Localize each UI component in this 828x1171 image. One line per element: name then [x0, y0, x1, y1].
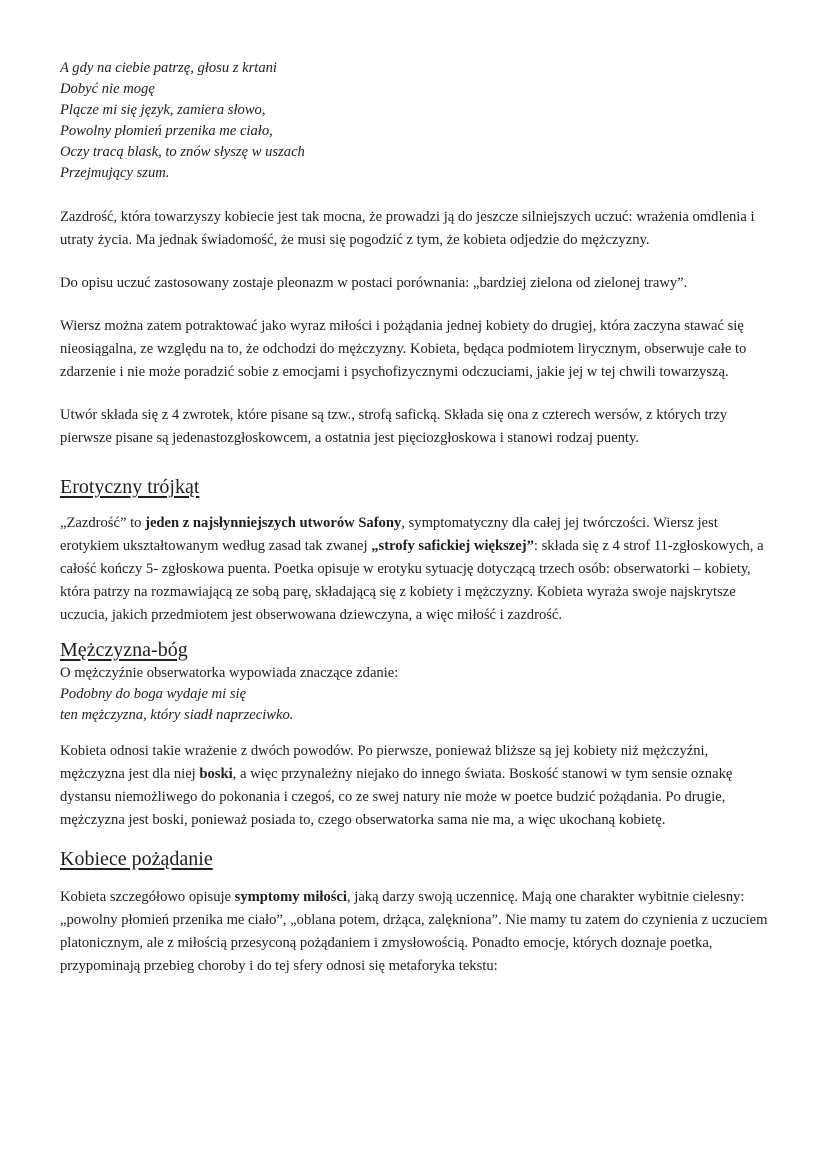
poem-excerpt	[60, 58, 775, 184]
poem-line: Oczy tracą blask, to znów słyszę w uszach	[60, 144, 305, 160]
poem-line: Przejmujący szum.	[60, 165, 170, 181]
poem-line: Powolny płomień przenika me ciało,	[60, 123, 273, 139]
quote-line: ten mężczyzna, który siadł naprzeciwko.	[60, 707, 294, 723]
bold-phrase: boski	[199, 766, 233, 782]
paragraph-sapphic-stanza: Utwór składa się z 4 zwrotek, które pisane są tzw., strofą saficką. Składa się ona z czterech wersów, z których trzy pierwsze pisane są jedenastozgłoskowcem, a ostatnia jest pięciozgłoskowa i stanowi rodzaj puenty.	[60, 407, 728, 446]
quote-block	[60, 663, 775, 726]
heading-female-desire: Kobiece pożądanie	[60, 848, 213, 870]
paragraph-erotic-triangle: „Zazdrość” to jeden z najsłynniejszych utworów Safony, symptomatyczny dla całej jej twórczości. Wiersz jest erotykiem ukształtowanym według zasad tak zwanej „strofy safickiej większej”: składa się z 4 strof 11-zgłoskowych, a całość kończy 5- zgłoskowa puenta. Poetka opisuje w erotyku sytuację dotyczącą trzech osób: obserwatorki – kobiety, która patrzy na rozmawiającą ze sobą parę, składającą się z kobiety i mężczyzny. Kobieta wyraża swoje najskrytsze uczucia, jakich przedmiotem jest obserwowana dziewczyna, a więc miłość i zazdrość.	[60, 515, 764, 623]
document-page	[60, 58, 775, 978]
paragraph-jealousy: Zazdrość, która towarzyszy kobiecie jest tak mocna, że prowadzi ją do jeszcze silniejszych uczuć: wrażenia omdlenia i utraty życia. Ma jednak świadomość, że musi się pogodzić z tym, że kobieta odjedzie do mężczyzny.	[60, 209, 755, 248]
bold-phrase: jeden z najsłynniejszych utworów Safony	[145, 515, 402, 531]
heading-man-god: Mężczyzna-bóg	[60, 639, 188, 661]
poem-line: A gdy na ciebie patrzę, głosu z krtani	[60, 60, 277, 76]
paragraph-female-desire: Kobieta szczegółowo opisuje symptomy miłości, jaką darzy swoją uczennicę. Mają one charakter wybitnie cielesny: „powolny płomień przenika me ciało”, „oblana potem, drżąca, zalękniona”. Nie mamy tu zatem do czynienia z uczuciem platonicznym, ale z miłością przesyconą pożądaniem i zmysłowością. Ponadto emocje, których doznaje poetka, przypominają przebieg choroby i do tej sfery odnosi się metaforyka tekstu:	[60, 889, 768, 974]
paragraph-interpretation: Wiersz można zatem potraktować jako wyraz miłości i pożądania jednej kobiety do drugiej, która zaczyna stawać się nieosiągalna, ze względu na to, że odchodzi do mężczyzny. Kobieta, będąca podmiotem lirycznym, obserwuje całe to zdarzenie i nie może poradzić sobie z emocjami i psychofizycznymi odczuciami, jakie jej w tej chwili towarzyszą.	[60, 318, 747, 380]
bold-phrase: symptomy miłości	[234, 889, 347, 905]
quote-line: Podobny do boga wydaje mi się	[60, 686, 247, 702]
bold-phrase: „strofy safickiej większej”	[371, 538, 534, 554]
paragraph-man-god: Kobieta odnosi takie wrażenie z dwóch powodów. Po pierwsze, ponieważ bliższe są jej kobiety niż mężczyźni, mężczyzna jest dla niej boski, a więc przynależny niejako do innego świata. Boskość stanowi w tym sensie oznakę dystansu niemożliwego do pokonania i czegoś, co ze swej natury nie może w poetce budzić pożądania. Po drugie, mężczyzna jest boski, ponieważ posiada to, czego obserwatorka sama nie ma, a więc ukochaną kobietę.	[60, 743, 733, 828]
poem-line: Dobyć nie mogę	[60, 81, 155, 97]
poem-line: Plącze mi się język, zamiera słowo,	[60, 102, 266, 118]
paragraph-pleonasm: Do opisu uczuć zastosowany zostaje pleonazm w postaci porównania: „bardziej zielona od zielonej trawy”.	[60, 275, 688, 291]
quote-intro: O mężczyźnie obserwatorka wypowiada znaczące zdanie:	[60, 665, 399, 681]
heading-erotic-triangle: Erotyczny trójkąt	[60, 476, 200, 498]
